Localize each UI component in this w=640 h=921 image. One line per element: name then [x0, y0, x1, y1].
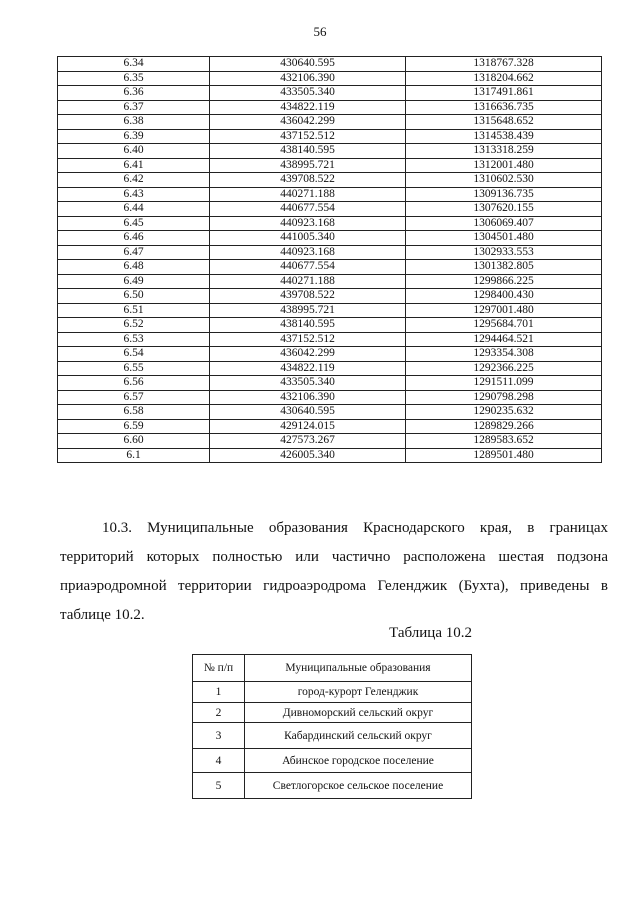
point-number-cell: 6.39: [58, 129, 210, 144]
table-row: [58, 376, 602, 391]
table-row: [58, 245, 602, 260]
x-coordinate-cell: 438995.721: [210, 303, 406, 318]
x-coordinate-cell: 436042.299: [210, 347, 406, 362]
point-number-cell: 6.40: [58, 144, 210, 159]
table-row: [58, 260, 602, 275]
y-coordinate-cell: 1295684.701: [406, 318, 602, 333]
x-coordinate-cell: 438140.595: [210, 144, 406, 159]
table-row: [58, 274, 602, 289]
table-row: [58, 115, 602, 130]
table-row: [58, 173, 602, 188]
table-row: [58, 202, 602, 217]
y-coordinate-cell: 1312001.480: [406, 158, 602, 173]
x-coordinate-cell: 426005.340: [210, 448, 406, 463]
point-number-cell: 6.44: [58, 202, 210, 217]
x-coordinate-cell: 437152.512: [210, 129, 406, 144]
y-coordinate-cell: 1289501.480: [406, 448, 602, 463]
table-row: [58, 448, 602, 463]
point-number-cell: 6.47: [58, 245, 210, 260]
y-coordinate-cell: 1297001.480: [406, 303, 602, 318]
y-coordinate-cell: 1313318.259: [406, 144, 602, 159]
point-number-cell: 6.60: [58, 434, 210, 449]
point-number-cell: 6.41: [58, 158, 210, 173]
table-row: [58, 86, 602, 101]
x-coordinate-cell: 440677.554: [210, 202, 406, 217]
x-coordinate-cell: 427573.267: [210, 434, 406, 449]
x-coordinate-cell: 430640.595: [210, 57, 406, 72]
y-coordinate-cell: 1315648.652: [406, 115, 602, 130]
table-row: [58, 419, 602, 434]
point-number-cell: 6.37: [58, 100, 210, 115]
x-coordinate-cell: 437152.512: [210, 332, 406, 347]
header-name: Муниципальные образования: [245, 655, 472, 682]
row-name: Дивноморский сельский округ: [245, 703, 472, 723]
row-name: Светлогорское сельское поселение: [245, 773, 472, 799]
point-number-cell: 6.57: [58, 390, 210, 405]
table-row: [58, 57, 602, 72]
x-coordinate-cell: 440271.188: [210, 187, 406, 202]
row-name: Кабардинский сельский округ: [245, 723, 472, 749]
y-coordinate-cell: 1302933.553: [406, 245, 602, 260]
table-row: [58, 318, 602, 333]
page-number: 56: [313, 24, 327, 39]
point-number-cell: 6.43: [58, 187, 210, 202]
table-header-row: [193, 655, 472, 682]
table-row: [58, 289, 602, 304]
row-number: 3: [193, 723, 245, 749]
row-name: Абинское городское поселение: [245, 749, 472, 773]
table-row: [58, 303, 602, 318]
point-number-cell: 6.35: [58, 71, 210, 86]
point-number-cell: 6.36: [58, 86, 210, 101]
y-coordinate-cell: 1309136.735: [406, 187, 602, 202]
x-coordinate-cell: 440923.168: [210, 245, 406, 260]
y-coordinate-cell: 1289829.266: [406, 419, 602, 434]
row-number: 2: [193, 703, 245, 723]
table-row: [193, 703, 472, 723]
y-coordinate-cell: 1299866.225: [406, 274, 602, 289]
x-coordinate-cell: 429124.015: [210, 419, 406, 434]
x-coordinate-cell: 439708.522: [210, 289, 406, 304]
table-row: [58, 231, 602, 246]
y-coordinate-cell: 1316636.735: [406, 100, 602, 115]
table-row: [193, 773, 472, 799]
y-coordinate-cell: 1314538.439: [406, 129, 602, 144]
table-row: [193, 682, 472, 703]
point-number-cell: 6.58: [58, 405, 210, 420]
x-coordinate-cell: 440271.188: [210, 274, 406, 289]
table-caption: Таблица 10.2: [389, 625, 472, 641]
point-number-cell: 6.42: [58, 173, 210, 188]
x-coordinate-cell: 433505.340: [210, 376, 406, 391]
table-row: [58, 216, 602, 231]
table-row: [193, 749, 472, 773]
y-coordinate-cell: 1298400.430: [406, 289, 602, 304]
x-coordinate-cell: 432106.390: [210, 71, 406, 86]
point-number-cell: 6.45: [58, 216, 210, 231]
x-coordinate-cell: 440677.554: [210, 260, 406, 275]
x-coordinate-cell: 440923.168: [210, 216, 406, 231]
point-number-cell: 6.54: [58, 347, 210, 362]
x-coordinate-cell: 430640.595: [210, 405, 406, 420]
point-number-cell: 6.34: [58, 57, 210, 72]
y-coordinate-cell: 1318204.662: [406, 71, 602, 86]
x-coordinate-cell: 438995.721: [210, 158, 406, 173]
header-number: № п/п: [193, 655, 245, 682]
point-number-cell: 6.56: [58, 376, 210, 391]
y-coordinate-cell: 1289583.652: [406, 434, 602, 449]
table-row: [58, 390, 602, 405]
point-number-cell: 6.1: [58, 448, 210, 463]
table-row: [58, 405, 602, 420]
x-coordinate-cell: 433505.340: [210, 86, 406, 101]
coordinates-table: [57, 56, 602, 463]
table-row: [58, 129, 602, 144]
y-coordinate-cell: 1291511.099: [406, 376, 602, 391]
municipalities-table: [192, 654, 472, 799]
point-number-cell: 6.46: [58, 231, 210, 246]
x-coordinate-cell: 434822.119: [210, 361, 406, 376]
point-number-cell: 6.49: [58, 274, 210, 289]
y-coordinate-cell: 1290235.632: [406, 405, 602, 420]
point-number-cell: 6.50: [58, 289, 210, 304]
y-coordinate-cell: 1318767.328: [406, 57, 602, 72]
row-number: 4: [193, 749, 245, 773]
y-coordinate-cell: 1294464.521: [406, 332, 602, 347]
row-number: 5: [193, 773, 245, 799]
point-number-cell: 6.51: [58, 303, 210, 318]
table-row: [58, 187, 602, 202]
coordinates-table-body: [58, 57, 602, 463]
x-coordinate-cell: 439708.522: [210, 173, 406, 188]
x-coordinate-cell: 434822.119: [210, 100, 406, 115]
point-number-cell: 6.59: [58, 419, 210, 434]
y-coordinate-cell: 1293354.308: [406, 347, 602, 362]
row-name: город-курорт Геленджик: [245, 682, 472, 703]
x-coordinate-cell: 438140.595: [210, 318, 406, 333]
y-coordinate-cell: 1290798.298: [406, 390, 602, 405]
table-row: [58, 361, 602, 376]
table-row: [58, 71, 602, 86]
point-number-cell: 6.38: [58, 115, 210, 130]
table-row: [58, 144, 602, 159]
row-number: 1: [193, 682, 245, 703]
y-coordinate-cell: 1292366.225: [406, 361, 602, 376]
y-coordinate-cell: 1317491.861: [406, 86, 602, 101]
y-coordinate-cell: 1301382.805: [406, 260, 602, 275]
y-coordinate-cell: 1306069.407: [406, 216, 602, 231]
table-row: [58, 434, 602, 449]
table-row: [58, 158, 602, 173]
point-number-cell: 6.53: [58, 332, 210, 347]
x-coordinate-cell: 432106.390: [210, 390, 406, 405]
point-number-cell: 6.52: [58, 318, 210, 333]
x-coordinate-cell: 436042.299: [210, 115, 406, 130]
y-coordinate-cell: 1307620.155: [406, 202, 602, 217]
y-coordinate-cell: 1304501.480: [406, 231, 602, 246]
section-paragraph: 10.3. Муниципальные образования Краснодарского края, в границах территорий которых полностью или частично расположена шестая подзона приаэродромной территории гидроаэродрома Геленджик (Бухта), приведены в таблице 10.2.: [60, 520, 608, 623]
point-number-cell: 6.48: [58, 260, 210, 275]
y-coordinate-cell: 1310602.530: [406, 173, 602, 188]
table-row: [193, 723, 472, 749]
table-row: [58, 100, 602, 115]
point-number-cell: 6.55: [58, 361, 210, 376]
x-coordinate-cell: 441005.340: [210, 231, 406, 246]
table-row: [58, 332, 602, 347]
table-row: [58, 347, 602, 362]
